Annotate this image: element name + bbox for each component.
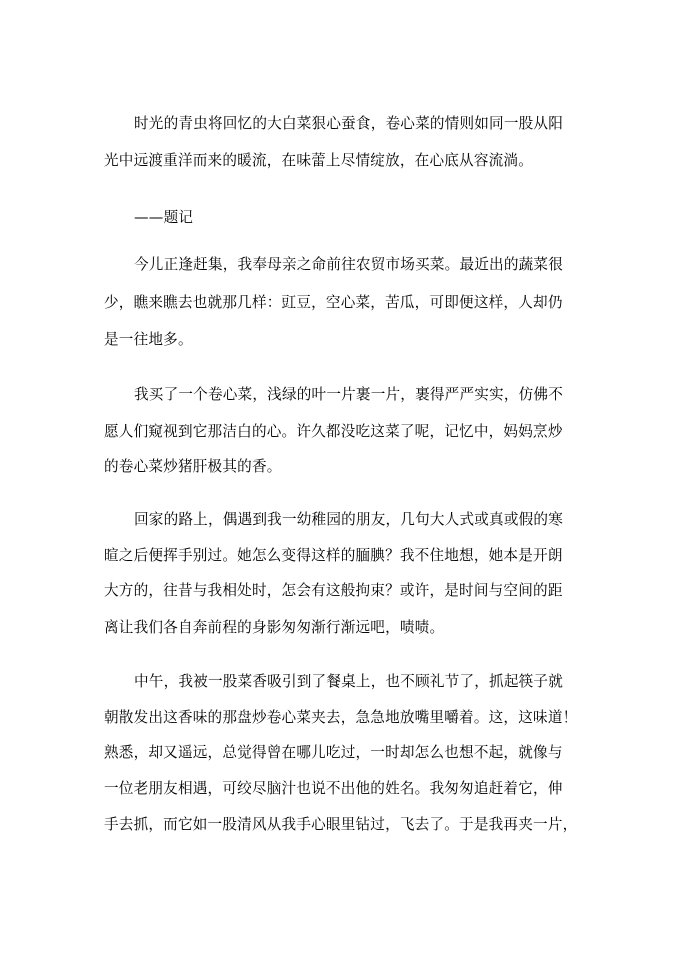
friend-line-3: 大方的，往昔与我相处时，怎会有这般拘束？或许，是时间与空间的距 — [104, 582, 563, 599]
intro-line-2: 光中远渡重洋而来的暖流，在味蕾上尽情绽放，在心底从容流淌。 — [104, 152, 534, 169]
lunch-line-3: 熟悉，却又遥远，总觉得曾在哪儿吃过，一时却怎么也想不起，就像与 — [104, 744, 563, 761]
cabbage-line-3: 的卷心菜炒猪肝极其的香。 — [104, 458, 282, 475]
inscription-line: ——题记 — [134, 209, 194, 226]
lunch-line-1: 中午，我被一股菜香吸引到了餐桌上，也不顾礼节了，抓起筷子就 — [134, 673, 564, 690]
lunch-line-4: 一位老朋友相遇，可绞尽脑汁也说不出他的姓名。我匆匆追赶着它，伸 — [104, 780, 563, 797]
friend-line-1: 回家的路上，偶遇到我一幼稚园的朋友，几句大人式或真或假的寒 — [134, 511, 564, 528]
lunch-line-5: 手去抓，而它如一股清风从我手心眼里钻过，飞去了。于是我再夹一片， — [104, 816, 578, 833]
market-line-3: 是一往地多。 — [104, 331, 193, 348]
intro-line-1: 时光的青虫将回忆的大白菜狠心蚕食，卷心菜的情则如同一股从阳 — [134, 115, 564, 132]
market-line-1: 今儿正逢赶集，我奉母亲之命前往农贸市场买菜。最近出的蔬菜很 — [134, 256, 564, 273]
cabbage-line-1: 我买了一个卷心菜，浅绿的叶一片裹一片，裹得严严实实，仿佛不 — [134, 386, 564, 403]
cabbage-line-2: 愿人们窥视到它那洁白的心。许久都没吃这菜了呢，记忆中，妈妈烹炒 — [104, 423, 563, 440]
market-line-2: 少，瞧来瞧去也就那几样：豇豆，空心菜，苦瓜，可即便这样，人却仍 — [104, 294, 563, 311]
friend-line-2: 暄之后便挥手别过。她怎么变得这样的腼腆？我不住地想，她本是开朗 — [104, 547, 563, 564]
lunch-line-2: 朝散发出这香味的那盘炒卷心菜夹去，急急地放嘴里嚼着。这，这味道！ — [104, 709, 578, 726]
friend-line-4: 离让我们各自奔前程的身影匆匆渐行渐远吧，啧啧。 — [104, 619, 445, 636]
